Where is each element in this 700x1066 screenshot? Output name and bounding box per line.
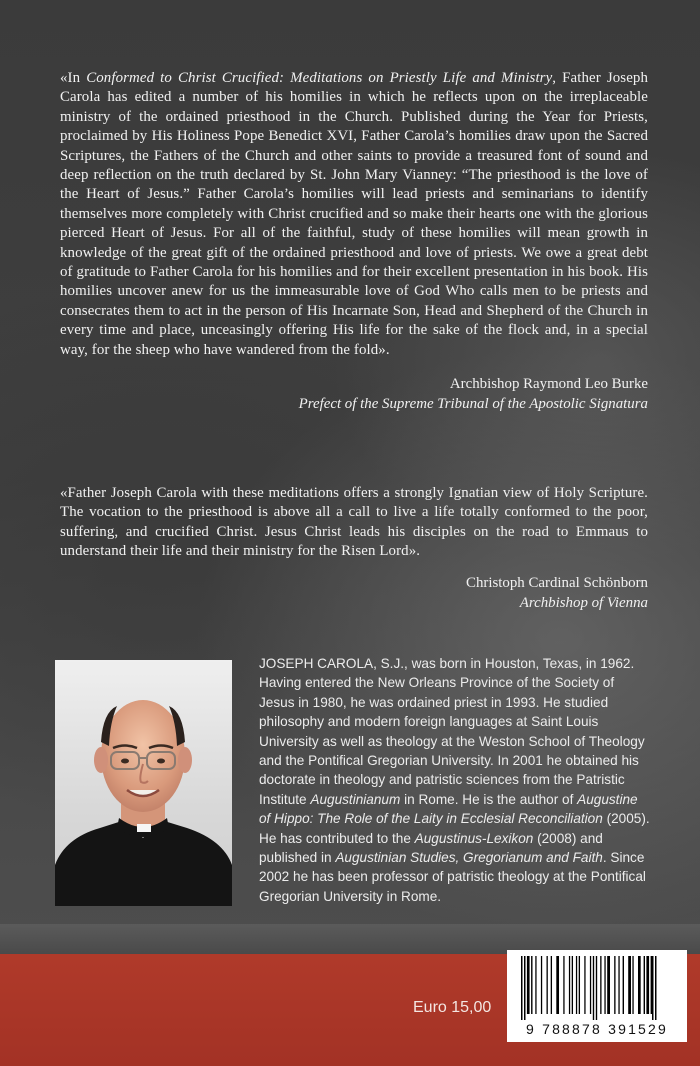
barcode-bar (610, 956, 614, 1014)
quote-attribution-schonborn (466, 574, 648, 613)
barcode-bar (524, 956, 526, 1020)
price-label: Euro 15,00 (413, 999, 492, 1016)
barcode-bar (606, 956, 607, 1014)
author-photo (55, 660, 232, 906)
blurb-quote-burke (60, 69, 648, 360)
book-title: Conformed to Christ Crucified: Meditations on Priestly Life and Ministry (86, 70, 553, 86)
quote-text: «In (60, 70, 87, 86)
barcode-bar (644, 956, 645, 1014)
barcode-bar (565, 956, 569, 1014)
barcode-bar (563, 956, 564, 1014)
barcode-bar (552, 956, 556, 1014)
barcode-bar (618, 956, 619, 1014)
isbn-barcode (507, 950, 687, 1042)
barcode-bar (596, 956, 598, 1020)
barcode-bar (537, 956, 541, 1014)
barcode-bar (593, 956, 595, 1020)
barcode-bar (600, 956, 601, 1014)
barcode-bar (533, 956, 536, 1014)
barcode-bar (541, 956, 542, 1014)
barcode-bar (614, 956, 615, 1014)
barcode-bar (628, 956, 631, 1014)
barcode-bar (531, 956, 532, 1014)
author-portrait-illustration (55, 660, 232, 906)
barcode-bar (580, 956, 584, 1014)
barcode-bar (535, 956, 536, 1014)
barcode-bar (591, 956, 593, 1020)
barcode-bar (602, 956, 605, 1014)
barcode-bar (599, 956, 600, 1014)
barcode-bar (579, 956, 580, 1014)
barcode-bar (551, 956, 552, 1014)
barcode-bar (576, 956, 577, 1014)
barcode-bar (620, 956, 623, 1014)
barcode-bar (556, 956, 559, 1014)
author-name: Christoph Cardinal Schönborn (466, 575, 648, 591)
blurb-quote-schonborn: «Father Joseph Carola with these meditations offers a strongly Ignatian view of Holy Scripture. The vocation to the priesthood is above all a call to live a life totally conformed to the poor, suffering, and crucified Christ. Jesus Christ leads his disciples on the road to Emmaus to understand their life and their ministry for the Risen Lord». (60, 485, 648, 560)
barcode-bar (590, 956, 591, 1014)
barcode-number: 9 788878 391529 (525, 1021, 669, 1037)
author-role: Archbishop of Vienna (519, 594, 648, 611)
barcode-bar (530, 956, 531, 1014)
barcode-bar (586, 956, 590, 1014)
barcode-bar (542, 956, 546, 1014)
barcode-bar (548, 956, 551, 1014)
barcode-bar (569, 956, 570, 1014)
barcode-bar (584, 956, 585, 1014)
barcode-bar (646, 956, 649, 1014)
barcode-bar (624, 956, 628, 1014)
barcode-bar (547, 956, 548, 1014)
barcode-bar (655, 956, 657, 1020)
barcode-bar (649, 956, 650, 1014)
barcode-bar (577, 956, 578, 1014)
barcode-bar (638, 956, 641, 1014)
barcode-bar (641, 956, 644, 1014)
author-role: Prefect of the Supreme Tribunal of the Apostolic Signatura (298, 395, 648, 412)
barcode-bar (645, 956, 646, 1014)
barcode-bar (523, 956, 525, 1020)
barcode-bar (623, 956, 624, 1014)
barcode-bar (597, 956, 599, 1020)
barcode-bar (654, 956, 656, 1020)
author-biography: JOSEPH CAROLA, S.J., was born in Houston, Texas, in 1962. Having entered the New Orleans Province of the Society of Jesus in 1980, he was ordained priest in 1993. He studied philosophy and modern foreign languages at Saint Louis University as well as theology at the Weston School of Theology and the Pontifical Gregorian University. In 2001 he obtained his doctorate in theology and patristic sciences from the Patristic Institute Augustinianum in Rome. He is the author of Augustine of Hippo: The Role of the Laity in Ecclesial Reconciliation (2005). He has contributed to the Augustinus-Lexikon (2008) and published in Augustinian Studies, Gregorianum and Faith. Since 2002 he has been professor of patristic theology at the Pontifical Gregorian University in Rome. (259, 656, 650, 904)
author-name: Archbishop Raymond Leo Burke (449, 376, 648, 392)
barcode-bar (559, 956, 563, 1014)
barcode-bar (570, 956, 571, 1014)
barcode-bar (526, 956, 527, 1014)
quote-text: , Father Joseph Carola has edited a number of his homilies in which he reflects upon on the irreplaceable ministry of the ordained priesthood in the Church. Published during the Year for Priests, proclaimed by His Holiness Pope Benedict XVI, Father Carola’s homilies draw upon the Sacred Scriptures, the Fathers of the Church and other saints to provide a treasured font of sound and deep reflection on the truth declared by St. John Mary Vianney: “The priesthood is the love of the Heart of Jesus.” Father Carola’s homilies will lead priests and seminarians to identify themselves more completely with Christ crucified and so make their hearts one with the glorious pierced Heart of Jesus. For all of the faithful, study of these homilies will mean growth in knowledge of the great gift of the ordained priesthood and love of priests. We owe a great debt of gratitude to Father Carola for his homilies and for their excellent presentation in his book. His homilies uncover anew for us the immeasurable love of God Who calls men to be priests and consecrates them to act in the person of His Incarnate Son, Head and Shepherd of the Church in every time and place, unceasingly offering His life for the sake of the flock and, in a special way, for the sheep who have wandered from the fold». (60, 70, 648, 358)
barcode-bar (631, 956, 632, 1014)
barcode-bars (515, 956, 679, 1020)
barcode-bar (604, 956, 605, 1014)
barcode-bar (652, 956, 654, 1020)
barcode-bar (527, 956, 530, 1014)
barcode-bar (651, 956, 652, 1014)
barcode-bar (594, 956, 596, 1020)
barcode-bar (616, 956, 619, 1014)
quote-attribution-burke (299, 375, 648, 414)
barcode-bar (607, 956, 610, 1014)
barcode-bar (634, 956, 638, 1014)
barcode-bar (521, 956, 523, 1020)
barcode-bar (632, 956, 633, 1014)
barcode-bar (573, 956, 576, 1014)
barcode-bar (572, 956, 573, 1014)
